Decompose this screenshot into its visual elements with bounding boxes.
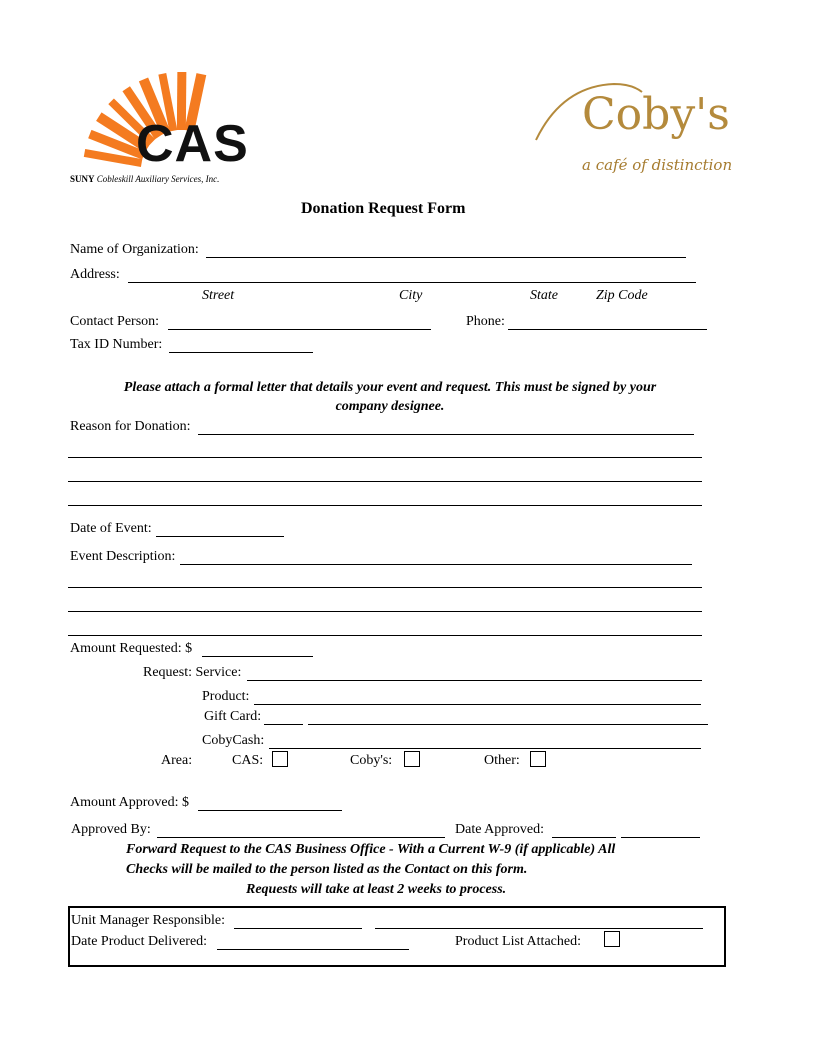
amount-approved-label: Amount Approved: $	[70, 795, 189, 810]
approved-by-label: Approved By:	[71, 822, 151, 837]
contact-person-field[interactable]	[168, 329, 431, 330]
event-description-label: Event Description:	[70, 549, 176, 564]
area-cas-checkbox[interactable]	[272, 751, 288, 767]
address-zip-caption: Zip Code	[596, 288, 648, 303]
event-description-field[interactable]	[180, 564, 692, 565]
tax-id-field[interactable]	[169, 352, 313, 353]
gift-card-detail-field[interactable]	[308, 724, 708, 725]
phone-label: Phone:	[466, 314, 505, 329]
address-state-caption: State	[530, 288, 558, 303]
date-approved-field[interactable]	[552, 837, 616, 838]
cobycash-label: CobyCash:	[202, 733, 265, 748]
address-field[interactable]	[128, 282, 696, 283]
reason-field[interactable]	[198, 434, 694, 435]
date-approved-field-2[interactable]	[621, 837, 700, 838]
reason-label: Reason for Donation:	[70, 419, 191, 434]
reason-line-3[interactable]	[68, 481, 702, 482]
area-cobys-label: Coby's:	[350, 753, 393, 768]
forward-request-notice-1: Forward Request to the CAS Business Office - With a Current W-9 (if applicable) All	[126, 842, 616, 857]
phone-field[interactable]	[508, 329, 707, 330]
date-delivered-field[interactable]	[217, 949, 409, 950]
gift-card-qty-field[interactable]	[264, 724, 303, 725]
amount-requested-label: Amount Requested: $	[70, 641, 193, 656]
product-list-label: Product List Attached:	[455, 934, 581, 949]
request-service-field[interactable]	[247, 680, 702, 681]
reason-line-2[interactable]	[68, 457, 702, 458]
area-cas-label: CAS:	[232, 753, 264, 768]
amount-requested-field[interactable]	[202, 656, 313, 657]
cobys-logo-text: Coby's	[582, 89, 730, 140]
date-of-event-label: Date of Event:	[70, 521, 152, 536]
tax-id-label: Tax ID Number:	[70, 337, 163, 352]
address-city-caption: City	[399, 288, 423, 303]
date-delivered-label: Date Product Delivered:	[71, 934, 208, 949]
forward-request-notice-3: Requests will take at least 2 weeks to process.	[246, 882, 507, 897]
attach-letter-notice: Please attach a formal letter that details your event and request. This must be signed by your company designee.	[123, 380, 657, 414]
unit-manager-field-2[interactable]	[375, 928, 703, 929]
area-other-checkbox[interactable]	[530, 751, 546, 767]
area-other-label: Other:	[484, 753, 520, 768]
date-approved-label: Date Approved:	[455, 822, 545, 837]
event-description-line-4[interactable]	[68, 635, 702, 636]
amount-approved-field[interactable]	[198, 810, 342, 811]
request-service-label: Request: Service:	[143, 665, 242, 680]
area-cobys-checkbox[interactable]	[404, 751, 420, 767]
address-street-caption: Street	[202, 288, 235, 303]
unit-manager-field[interactable]	[234, 928, 362, 929]
cas-logo	[66, 70, 266, 186]
area-label: Area:	[161, 753, 193, 768]
org-name-label: Name of Organization:	[70, 242, 199, 257]
event-description-line-3[interactable]	[68, 611, 702, 612]
product-field[interactable]	[254, 704, 701, 705]
org-name-field[interactable]	[206, 257, 686, 258]
cobys-tagline: a café of distinction	[582, 156, 733, 174]
cobycash-field[interactable]	[269, 748, 701, 749]
product-label: Product:	[202, 689, 250, 704]
page-title: Donation Request Form	[301, 200, 466, 217]
contact-person-label: Contact Person:	[70, 314, 160, 329]
unit-manager-label: Unit Manager Responsible:	[71, 913, 225, 928]
approved-by-field[interactable]	[157, 837, 445, 838]
reason-line-4[interactable]	[68, 505, 702, 506]
gift-card-label: Gift Card:	[204, 709, 262, 724]
cas-logo-text: CAS	[136, 115, 249, 173]
cas-logo-tagline: SUNY Cobleskill Auxiliary Services, Inc.	[70, 174, 220, 184]
cobys-logo	[532, 78, 733, 182]
event-description-line-2[interactable]	[68, 587, 702, 588]
date-of-event-field[interactable]	[156, 536, 284, 537]
address-label: Address:	[70, 267, 120, 282]
product-list-checkbox[interactable]	[604, 931, 620, 947]
forward-request-notice-2: Checks will be mailed to the person listed as the Contact on this form.	[126, 862, 528, 877]
